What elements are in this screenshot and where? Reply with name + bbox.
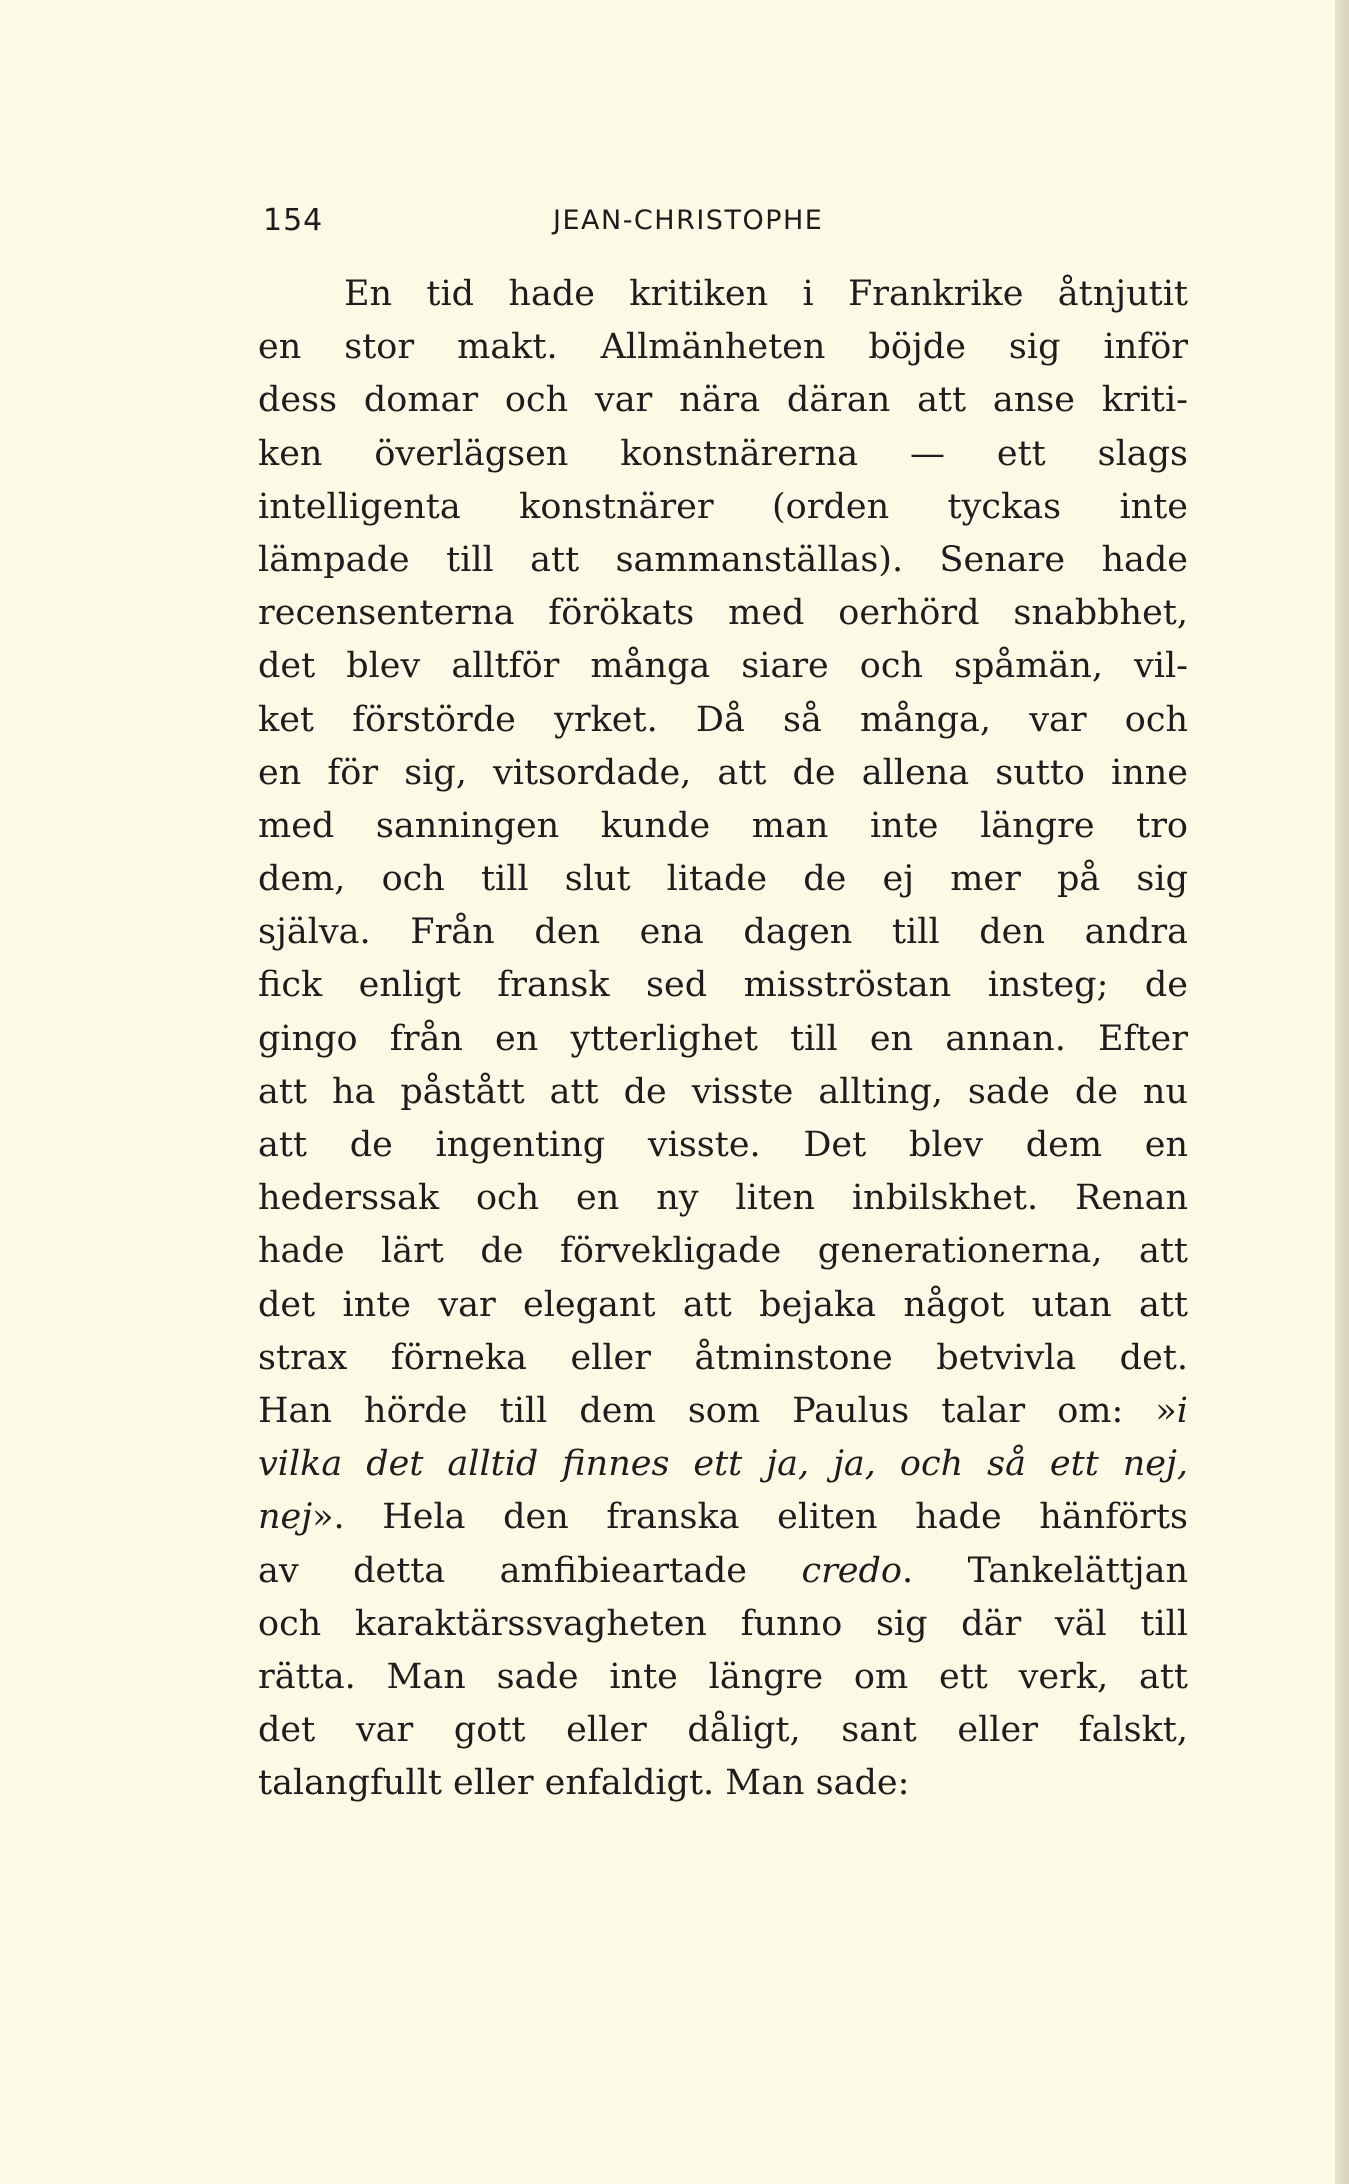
text-line: ken överlägsen konstnärerna — ett slags (258, 433, 1188, 474)
running-title: JEAN-CHRISTOPHE (553, 205, 824, 236)
text-line: fick enligt fransk sed misströstan insteg; de (258, 965, 1188, 1006)
text-line: själva. Från den ena dagen till den andra (258, 912, 1188, 953)
text-line: talangfullt eller enfaldigt. Man sade: (258, 1763, 910, 1804)
page-header (263, 203, 1203, 243)
text-line: dess domar och var nära däran att anse kriti- (258, 380, 1188, 421)
text-line: rätta. Man sade inte längre om ett verk, att (258, 1656, 1188, 1697)
text-line: det var gott eller dåligt, sant eller falskt, (258, 1710, 1188, 1751)
text-line: hederssak och en ny liten inbilskhet. Renan (258, 1178, 1188, 1219)
text-line: av detta amfibieartade credo. Tankelättjan (258, 1550, 1188, 1591)
text-line: det blev alltför många siare och spåmän, vil- (258, 646, 1188, 687)
text-line: att de ingenting visste. Det blev dem en (258, 1125, 1188, 1165)
text-line: intelligenta konstnärer (orden tyckas inte (258, 486, 1188, 527)
text-line: en stor makt. Allmänheten böjde sig inför (258, 327, 1188, 368)
text-line: Han hörde till dem som Paulus talar om: »i (258, 1390, 1188, 1431)
page-edge (1335, 0, 1349, 2184)
page-number: 154 (263, 203, 324, 238)
text-line: och karaktärssvagheten funno sig där väl till (258, 1603, 1188, 1644)
text-line: nej». Hela den franska eliten hade hänförts (258, 1497, 1188, 1538)
text-line: strax förneka eller åtminstone betvivla det. (258, 1337, 1188, 1378)
text-line: att ha påstått att de visste allting, sade de nu (258, 1071, 1188, 1112)
text-line: En tid hade kritiken i Frankrike åtnjutit (344, 274, 1188, 314)
text-line: hade lärt de förvekligade generationerna, att (258, 1231, 1188, 1272)
text-line: recensenterna förökats med oerhörd snabbhet, (258, 593, 1188, 634)
text-line: lämpade till att sammanställas). Senare hade (258, 539, 1188, 580)
body-text (258, 268, 1188, 1810)
text-line: det inte var elegant att bejaka något utan att (258, 1284, 1188, 1325)
text-line: en för sig, vitsordade, att de allena sutto inne (258, 752, 1188, 793)
text-line: med sanningen kunde man inte längre tro (258, 805, 1188, 846)
text-line: ket förstörde yrket. Då så många, var och (258, 699, 1188, 740)
text-line: gingo från en ytterlighet till en annan. Efter (258, 1018, 1188, 1059)
text-line: vilka det alltid finnes ett ja, ja, och så ett nej, (258, 1444, 1188, 1485)
text-line: dem, och till slut litade de ej mer på sig (258, 859, 1188, 900)
